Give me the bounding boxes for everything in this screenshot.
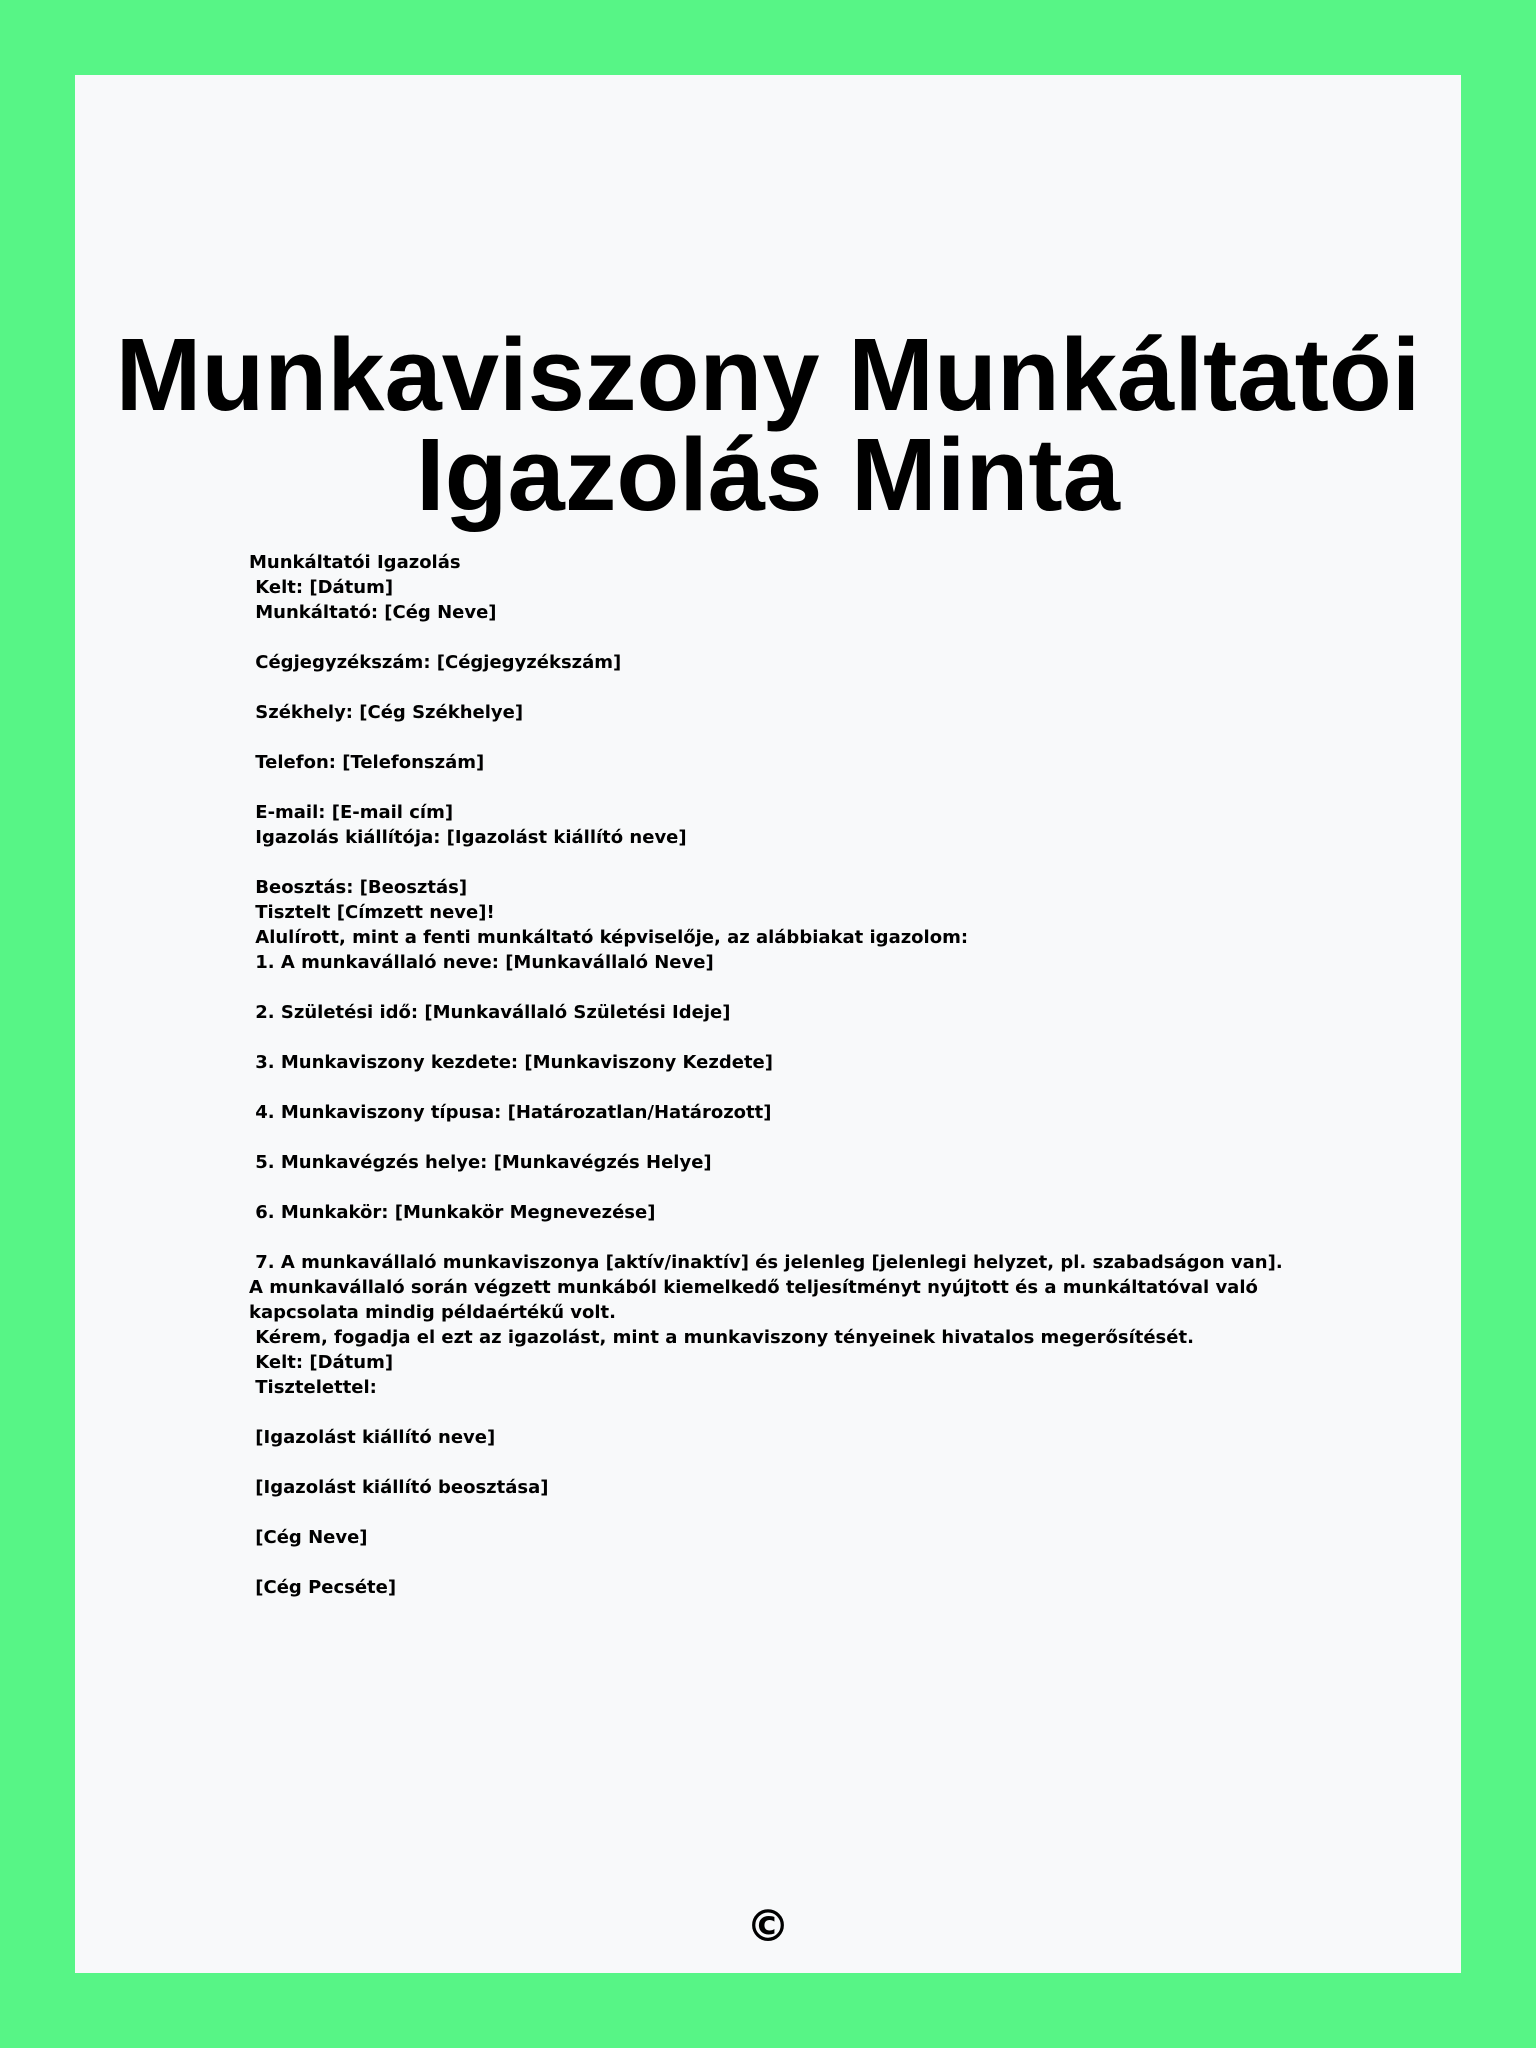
spacer	[249, 975, 1309, 1000]
regards-line: Tisztelettel:	[249, 1377, 377, 1398]
spacer	[249, 1500, 1309, 1525]
registry-number-line: Cégjegyzékszám: [Cégjegyzékszám]	[249, 652, 622, 673]
date-line: Kelt: [Dátum]	[249, 577, 394, 598]
certificate-body	[249, 550, 1309, 1600]
headquarters-line: Székhely: [Cég Székhelye]	[249, 702, 524, 723]
spacer	[249, 1175, 1309, 1200]
phone-line: Telefon: [Telefonszám]	[249, 752, 485, 773]
document-page	[75, 75, 1461, 1973]
spacer	[249, 1550, 1309, 1575]
list-item: 7. A munkavállaló munkaviszonya [aktív/inaktív] és jelenleg [jelenlegi helyzet, pl. szabadságon van].	[249, 1252, 1283, 1273]
certificate-heading: Munkáltatói Igazolás	[249, 552, 461, 573]
spacer	[249, 775, 1309, 800]
copyright-icon: ©	[746, 1901, 790, 1952]
list-item: 4. Munkaviszony típusa: [Határozatlan/Határozott]	[249, 1102, 772, 1123]
performance-line-2: kapcsolata mindig példaértékű volt.	[249, 1302, 616, 1323]
spacer	[249, 1450, 1309, 1475]
spacer	[249, 1125, 1309, 1150]
signature-name: [Igazolást kiállító neve]	[249, 1427, 496, 1448]
list-item: 3. Munkaviszony kezdete: [Munkaviszony Kezdete]	[249, 1052, 773, 1073]
position-line: Beosztás: [Beosztás]	[249, 877, 468, 898]
list-item: 5. Munkavégzés helye: [Munkavégzés Helye]	[249, 1152, 712, 1173]
list-item: 6. Munkakör: [Munkakör Megnevezése]	[249, 1202, 656, 1223]
email-line: E-mail: [E-mail cím]	[249, 802, 454, 823]
issuer-line: Igazolás kiállítója: [Igazolást kiállító neve]	[249, 827, 687, 848]
spacer	[249, 1025, 1309, 1050]
spacer	[249, 1075, 1309, 1100]
page-title	[75, 317, 1461, 532]
spacer	[249, 675, 1309, 700]
list-item: 1. A munkavállaló neve: [Munkavállaló Neve]	[249, 952, 714, 973]
spacer	[249, 725, 1309, 750]
closing-date-line: Kelt: [Dátum]	[249, 1352, 394, 1373]
spacer	[249, 1225, 1309, 1250]
request-paragraph: Kérem, fogadja el ezt az igazolást, mint a munkaviszony tényeinek hivatalos megerősítését.	[249, 1327, 1194, 1348]
signature-stamp: [Cég Pecséte]	[249, 1577, 397, 1598]
signature-position: [Igazolást kiállító beosztása]	[249, 1477, 549, 1498]
salutation: Tisztelt [Címzett neve]!	[249, 902, 495, 923]
employer-line: Munkáltató: [Cég Neve]	[249, 602, 497, 623]
spacer	[249, 1400, 1309, 1425]
list-item: 2. Születési idő: [Munkavállaló Születési Ideje]	[249, 1002, 731, 1023]
intro-paragraph: Alulírott, mint a fenti munkáltató képviselője, az alábbiakat igazolom:	[249, 927, 969, 948]
spacer	[249, 850, 1309, 875]
spacer	[249, 625, 1309, 650]
title-line-2: Igazolás Minta	[416, 417, 1120, 532]
signature-company: [Cég Neve]	[249, 1527, 368, 1548]
performance-line-1: A munkavállaló során végzett munkából kiemelkedő teljesítményt nyújtott és a munkáltatóval való	[249, 1277, 1258, 1298]
title-line-1: Munkaviszony Munkáltatói	[115, 317, 1421, 432]
